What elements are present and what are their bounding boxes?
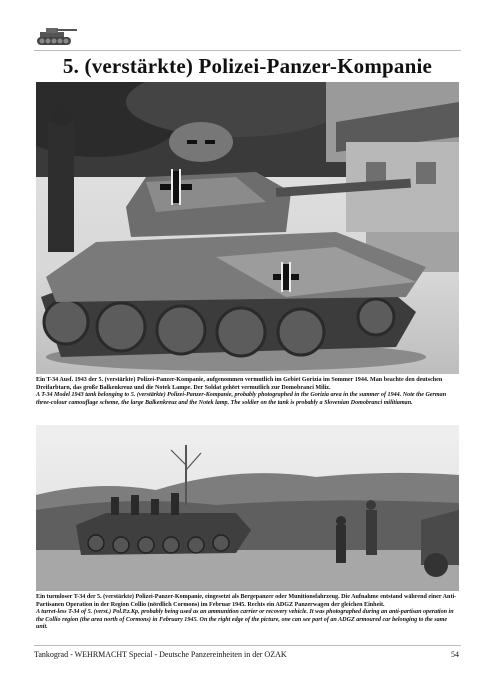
tank-silhouette-icon [34,22,82,50]
page-number: 54 [451,650,459,659]
page-title: 5. (verstärkte) Polizei-Panzer-Kompanie [62,54,433,78]
footer-text: Tankograd - WEHRMACHT Special - Deutsche Panzereinheiten in der OZAK [34,650,287,659]
caption-english: A T-34 Model 1943 tank belonging to 5. (verstärkte) Polizei-Panzer-Kompanie, probably photographed in the Gorizia area in the summer of 1944. Note the German three-colour camouflage scheme, the large Balkenkreuz and the Notek lamp. The soldier on the tank is probably a Slovenian Domobranci militiaman. [36,392,447,406]
caption-german: Ein T-34 Ausf. 1943 der 5. (verstärkte) Polizei-Panzer-Kompanie, aufgenommen vermutlich im Gebiet Gorizia im Sommer 1944. Man beachte den deutschen Dreifarbtarn, das große Balkenkreuz und die Notek Lampe. Der Soldat gehört vermutlich zur Domobranci Miliz. [36,377,443,391]
caption-english: A turret-less T-34 of 5. (verst.) Pol.P.z.Kp, probably being used as an ammunition carrier or recovery vehicle. It was photographed during an anti-partisan operation in the Collio region (the area north of Cormons) in February 1945. On the right edge of the picture, one can see part of an ADGZ armoured car belonging to the same unit. [36,609,454,631]
photo-caption-1 [36,377,459,407]
photo-turretless-t34 [36,425,459,591]
photo-t34-tank [36,82,459,374]
header-rule [34,50,461,51]
caption-german: Ein turmloser T-34 der 5. (verstärkte) Polizei-Panzer-Kompanie, eingesetzt als Bergepanzer oder Munitionsfahrzeug. Die Aufnahme entstand während einer Anti-Partisanen Operation in der Region Collio (nördlich Cormons) im Februar 1945. Rechts ein ADGZ Panzerwagen der gleichen Einheit. [36,594,457,608]
photo-caption-2 [36,594,459,632]
footer-rule [34,645,461,646]
